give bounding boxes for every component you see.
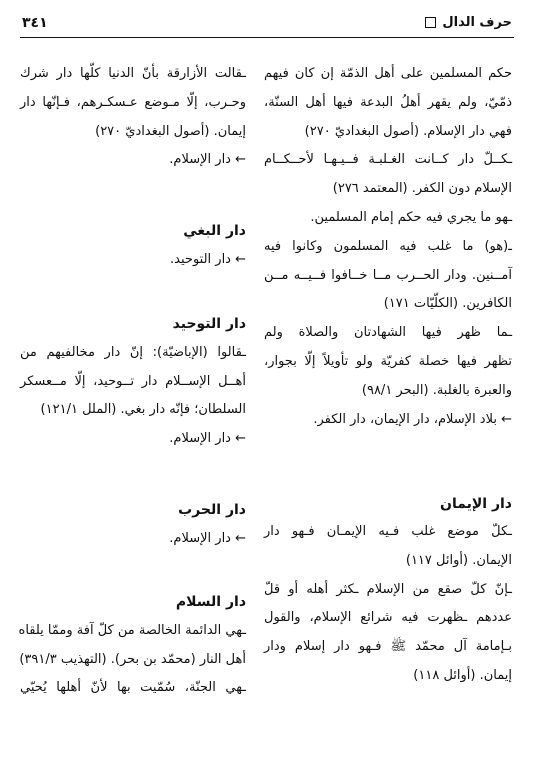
text-line: ـكــلّ دار كــانت الغـلبـة فــيـهـا لأحــكــام	[264, 152, 512, 168]
text-line: ـهي الجنّة، سُمّيت بها لأنّ أهلها يُحيّي	[20, 680, 246, 696]
text-line: حكم المسلمين على أهل الذمّة إن كان فيهم	[264, 66, 512, 81]
entry-heading: دار التوحيد	[172, 316, 246, 332]
cross-reference: ← دار التوحيد.	[170, 251, 246, 267]
text-line: ـإنّ كلّ صقع من الإسلام ـكثر أهله أو قلّ	[264, 581, 512, 597]
entry-dar-al-salam	[20, 588, 246, 703]
entry-azariqa	[20, 60, 246, 175]
text-line: ـهو ما يجري فيه حكم إمام المسلمين.	[310, 209, 512, 225]
entry-dar-al-baghy	[20, 217, 246, 275]
header-rule	[20, 37, 514, 38]
text-line: فهي دار الإسلام. (أصول البغداديّ ٢٧٠)	[304, 123, 512, 139]
entry-heading: دار الحرب	[178, 502, 246, 518]
text-line: ـما ظهر فيها الشهادتان والصلاة ولم	[264, 325, 512, 341]
entry-heading: دار البغي	[183, 223, 246, 239]
square-ornament-icon	[425, 17, 436, 28]
section-title	[419, 15, 512, 30]
text-line: الكافرين. (الكلّيّات ١٧١)	[383, 296, 512, 312]
text-line: أهل النار (محمّد بن بحر). (التهذيب ٣٩١/٣)	[19, 651, 246, 667]
text-line: إيمان. (أوائل ١١٨)	[413, 667, 512, 683]
text-line: ذمّيّ، ولم يقهر أهلُ البدعة فيها أهل السنّة،	[264, 94, 512, 110]
cross-reference: ← بلاد الإسلام، دار الإيمان، دار الكفر.	[313, 411, 512, 427]
text-line: الإيمان. (أوائل ١١٧)	[405, 552, 512, 568]
entry-dar-al-iman-body	[264, 518, 512, 691]
entry-dar-al-islam-continued	[264, 60, 512, 434]
text-line: تظهر فيها خصلة كفريّة ولو تأويلاً إلّا بجوار،	[264, 353, 512, 369]
entry-dar-al-iman	[264, 490, 512, 519]
text-line: والعبرة بالغلبة. (البحر ٩٨/١)	[361, 382, 512, 398]
text-line: عددهم ـظهرت فيه شرائع الإسلام، والقول	[264, 610, 512, 626]
text-line: ـهي الدائمة الخالصة من كلّ آفة وممّا يلقاه	[18, 622, 246, 638]
page-number: ٣٤١	[22, 15, 48, 31]
text-line: ـ(هو) ما غلب فيه المسلمون وكانوا فيه	[264, 238, 512, 254]
text-line: الإسلام دون الكفر. (المعتمد ٢٧٦)	[332, 181, 512, 197]
entry-heading: دار الإيمان	[440, 496, 512, 512]
text-line: بـإمامة آل محمّد ﷺ فـهو دار إسلام ودار	[264, 639, 512, 655]
cross-reference: ← دار الإسلام.	[169, 152, 246, 168]
text-line: أهــل الإســلام دار تــوحيد، إلّا مــعسكر	[20, 373, 246, 389]
text-line: ـقالوا (الإباضيّة): إنّ دار مخالفيهم من	[20, 344, 246, 360]
cross-reference: ← دار الإسلام.	[169, 431, 246, 447]
entry-heading: دار السلام	[175, 594, 246, 610]
section-title-text: حرف الدال	[442, 15, 512, 30]
entry-dar-al-tawhid	[20, 310, 246, 454]
text-line: إيمان. (أصول البغداديّ ٢٧٠)	[95, 123, 246, 139]
text-line: ـقالت الأزارقة بأنّ الدنيا كلّها دار شرك	[20, 66, 246, 81]
text-line: السلطان؛ فإنّه دار بغي. (الملل ١٢١/١)	[40, 402, 246, 418]
cross-reference: ← دار الإسلام.	[169, 530, 246, 546]
entry-dar-al-harb	[20, 496, 246, 554]
text-line: وحـرب، إلّا مـوضع عـسكـرهم، فـإنّها دار	[20, 94, 246, 110]
text-line: آمــنين. ودار الحــرب مــا خــافوا فــيــه مــن	[264, 267, 512, 283]
text-line: ـكلّ موضع غلب فـيه الإيمـان فـهو دار	[264, 524, 512, 539]
page-header	[22, 13, 512, 37]
